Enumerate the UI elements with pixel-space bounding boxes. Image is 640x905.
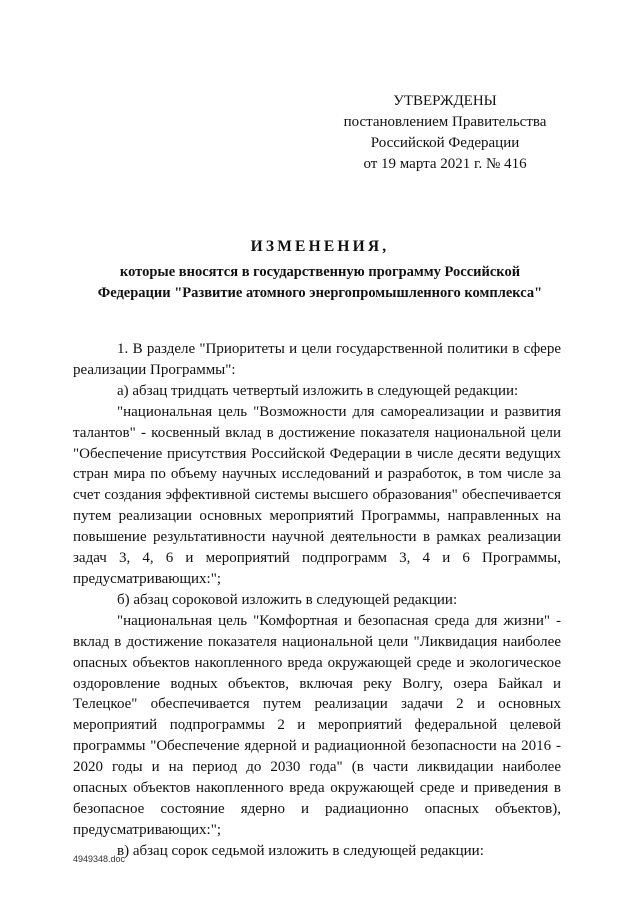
approval-decree-line: постановлением Правительства	[343, 114, 547, 130]
paragraph-section-1: 1. В разделе "Приоритеты и цели государственной политики в сфере реализации Программы":	[73, 341, 561, 378]
document-subtitle	[60, 262, 580, 304]
approval-stamp	[330, 91, 560, 175]
subtitle-line-1: которые вносятся в государственную программу Российской	[119, 264, 521, 280]
subtitle-line-2: Федерации "Развитие атомного энергопромышленного комплекса"	[97, 285, 543, 301]
paragraph-quote-talents: "национальная цель "Возможности для самореализации и развития талантов" - косвенный вклад в достижение показателя национальной цели "Обеспечение присутствия Российской Федерации в числе десяти ведущих стран мира по объему научных исследований и разработок, в том числе за счет создания эффективной системы высшего образования" обеспечивается путем реализации основных мероприятий Программы, направленных на повышение результативности научной деятельности в рамках реализации задач 3, 4, 6 и мероприятий подпрограмм 3, 4 и 6 Программы, предусматривающих:";	[73, 403, 561, 587]
paragraph-item-v: в) абзац сорок седьмой изложить в следующей редакции:	[117, 842, 484, 859]
file-name-footer: 4949348.doc	[73, 854, 126, 864]
paragraph-item-b: б) абзац сороковой изложить в следующей редакции:	[117, 591, 458, 608]
approval-government-line: Российской Федерации	[370, 135, 520, 151]
approval-heading: УТВЕРЖДЕНЫ	[393, 93, 497, 109]
document-body	[73, 339, 561, 862]
approval-date-number: от 19 марта 2021 г. № 416	[363, 156, 527, 172]
document-title: ИЗМЕНЕНИЯ,	[250, 238, 390, 255]
paragraph-quote-environment: "национальная цель "Комфортная и безопасная среда для жизни" - вклад в достижение показателя национальной цели "Ликвидация наиболее опасных объектов накопленного вреда окружающей среде и экологическое оздоровление водных объектов, включая реку Волгу, озера Байкал и Телецкое" обеспечивается путем реализации задачи 2 и основных мероприятий подпрограммы 2 и мероприятий федеральной целевой программы "Обеспечение ядерной и радиационной безопасности на 2016 - 2020 годы и на период до 2030 года" (в части ликвидации наиболее опасных объектов накопленного вреда окружающей среде и приведения в безопасное состояние ядерно и радиационно опасных объектов), предусматривающих:";	[73, 612, 561, 838]
paragraph-item-a: а) абзац тридцать четвертый изложить в следующей редакции:	[117, 382, 519, 399]
